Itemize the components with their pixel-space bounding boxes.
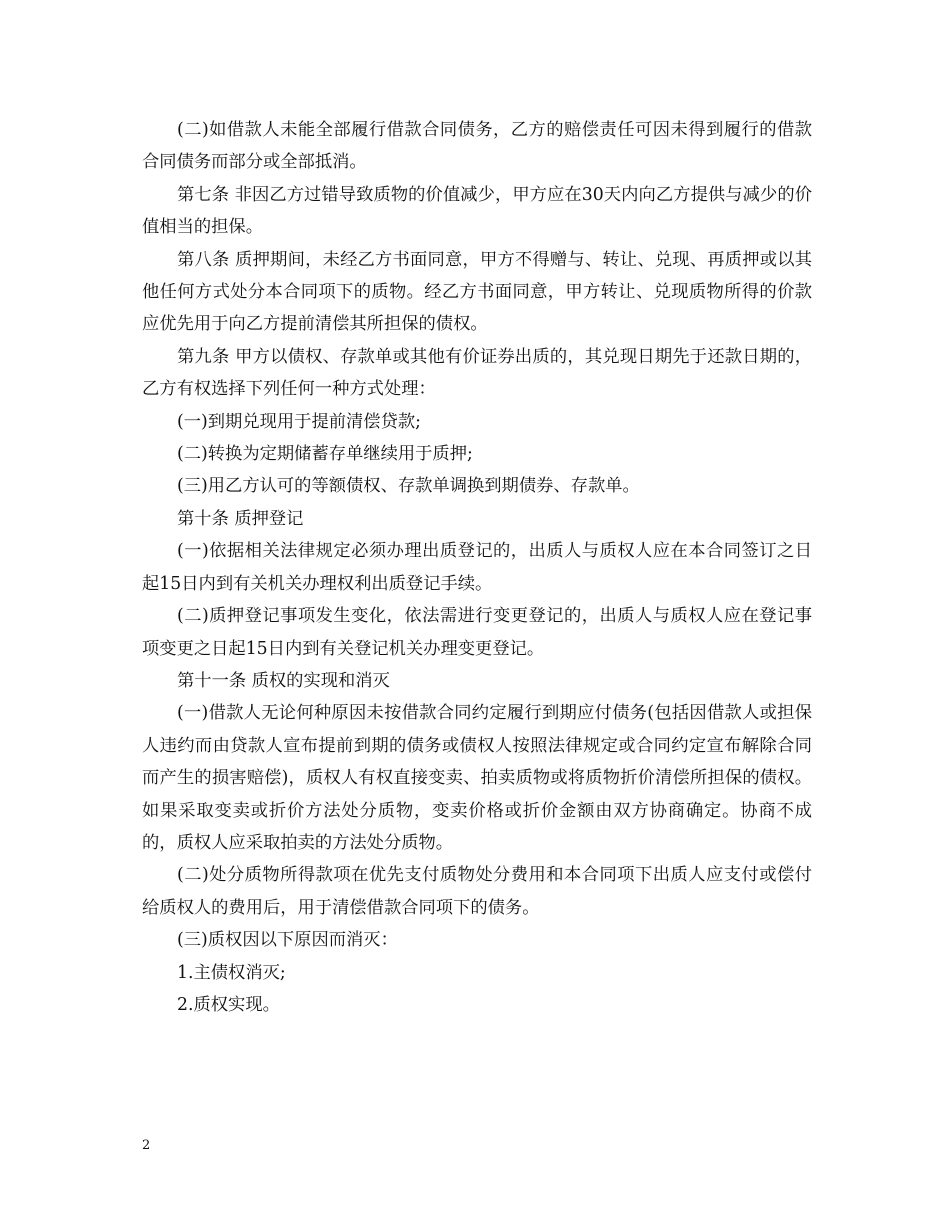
- paragraph-article-8: 第八条 质押期间，未经乙方书面同意，甲方不得赠与、转让、兑现、再质押或以其他任何方式处分本合同项下的质物。经乙方书面同意，甲方转让、兑现质物所得的价款应优先用于向乙方提前清偿其所担保的债权。: [142, 249, 812, 335]
- paragraph-article-10-2: (二)质押登记事项发生变化，依法需进行变更登记的，出质人与质权人应在登记事项变更之日起15日内到有关登记机关办理变更登记。: [142, 606, 812, 659]
- paragraph-article-9: 第九条 甲方以债权、存款单或其他有价证券出质的，其兑现日期先于还款日期的，乙方有权选择下列任何一种方式处理：: [142, 346, 812, 400]
- paragraph-article-11-3: (三)质权因以下原因而消灭：: [177, 930, 398, 951]
- document-body: [142, 114, 812, 1021]
- list-item-2: 2.质权实现。: [177, 994, 280, 1015]
- paragraph-article-9-1: (一)到期兑现用于提前清偿贷款;: [177, 411, 421, 432]
- heading-article-10: 第十条 质押登记: [177, 508, 304, 529]
- heading-article-11: 第十一条 质权的实现和消灭: [177, 670, 390, 691]
- list-item-1: 1.主债权消灭;: [177, 962, 286, 983]
- paragraph-clause-6-2: (二)如借款人未能全部履行借款合同债务，乙方的赔偿责任可因未得到履行的借款合同债务而部分或全部抵消。: [142, 120, 812, 173]
- paragraph-article-9-2: (二)转换为定期储蓄存单继续用于质押;: [177, 444, 473, 465]
- paragraph-article-11-1: (一)借款人无论何种原因未按借款合同约定履行到期应付债务(包括因借款人或担保人违约而由贷款人宣布提前到期的债务或债权人按照法律规定或合同约定宣布解除合同而产生的损害赔偿)，质权人有权直接变卖、拍卖质物或将质物折价清偿所担保的债权。如果采取变卖或折价方法处分质物，变卖价格或折价金额由双方协商确定。协商不成的，质权人应采取拍卖的方法处分质物。: [142, 703, 812, 853]
- paragraph-article-7: 第七条 非因乙方过错导致质物的价值减少，甲方应在30天内向乙方提供与减少的价值相当的担保。: [142, 184, 812, 238]
- paragraph-article-10-1: (一)依据相关法律规定必须办理出质登记的，出质人与质权人应在本合同签订之日起15日内到有关机关办理权利出质登记手续。: [142, 541, 812, 594]
- page-number: 2: [142, 1138, 151, 1153]
- paragraph-article-11-2: (二)处分质物所得款项在优先支付质物处分费用和本合同项下出质人应支付或偿付给质权人的费用后，用于清偿借款合同项下的债务。: [142, 865, 812, 918]
- paragraph-article-9-3: (三)用乙方认可的等额债权、存款单调换到期债券、存款单。: [177, 476, 640, 497]
